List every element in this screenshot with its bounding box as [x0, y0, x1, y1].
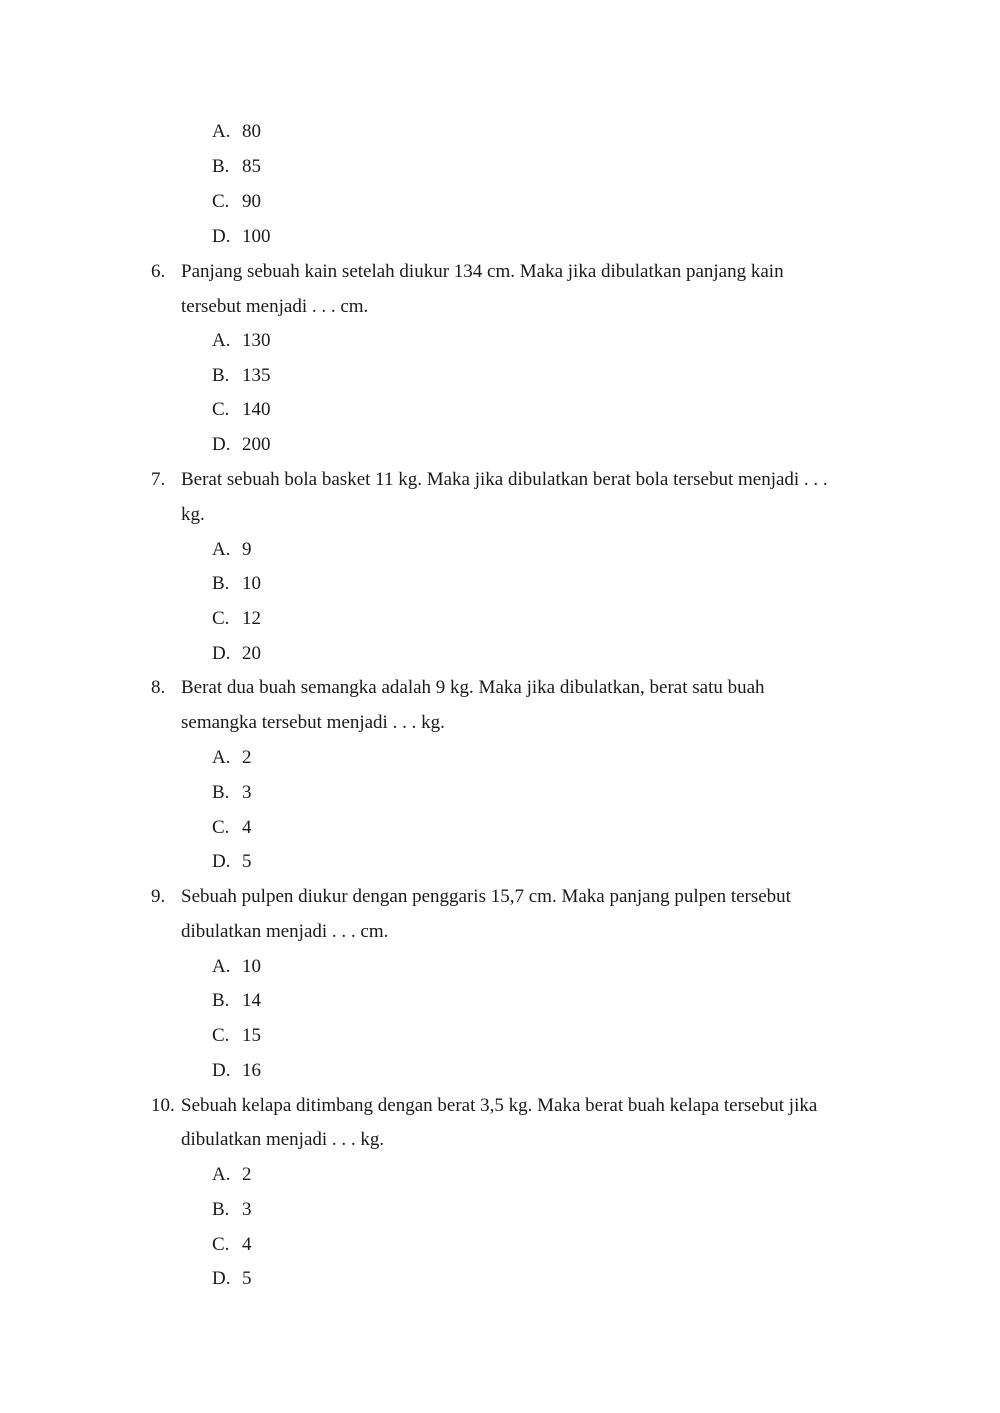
option-b: B. 14 — [212, 990, 261, 1011]
option-a: A. 80 — [212, 121, 261, 142]
question-number: 7. — [151, 469, 166, 490]
question-text-line-2: dibulatkan menjadi . . . kg. — [181, 1129, 385, 1150]
option-b: B. 3 — [212, 1199, 252, 1220]
question-text-line-1: Sebuah pulpen diukur dengan penggaris 15,7 cm. Maka panjang pulpen tersebut — [181, 886, 791, 907]
option-b: B. 10 — [212, 573, 261, 594]
question-number: 6. — [151, 261, 166, 282]
option-d: D. 5 — [212, 1268, 252, 1289]
question-text-line-2: tersebut menjadi . . . cm. — [181, 296, 369, 317]
question-text-line-2: kg. — [181, 504, 205, 525]
question-text-line-2: dibulatkan menjadi . . . cm. — [181, 921, 389, 942]
question-number: 9. — [151, 886, 166, 907]
option-a: A. 10 — [212, 956, 261, 977]
option-b: B. 135 — [212, 365, 271, 386]
option-a: A. 2 — [212, 747, 252, 768]
question-number: 10. — [151, 1095, 175, 1116]
question-text-line-1: Berat sebuah bola basket 11 kg. Maka jika dibulatkan berat bola tersebut menjadi . . . — [181, 469, 828, 490]
option-c: C. 4 — [212, 817, 252, 838]
question-text-line-1: Sebuah kelapa ditimbang dengan berat 3,5 kg. Maka berat buah kelapa tersebut jika — [181, 1095, 818, 1116]
option-d: D. 20 — [212, 643, 261, 664]
question-text-line-1: Panjang sebuah kain setelah diukur 134 cm. Maka jika dibulatkan panjang kain — [181, 261, 784, 282]
option-c: C. 90 — [212, 191, 261, 212]
option-d: D. 100 — [212, 226, 271, 247]
option-d: D. 200 — [212, 434, 271, 455]
question-text-line-2: semangka tersebut menjadi . . . kg. — [181, 712, 445, 733]
option-a: A. 9 — [212, 539, 252, 560]
option-c: C. 4 — [212, 1234, 252, 1255]
option-a: A. 130 — [212, 330, 271, 351]
option-c: C. 12 — [212, 608, 261, 629]
option-c: C. 15 — [212, 1025, 261, 1046]
option-c: C. 140 — [212, 399, 271, 420]
option-b: B. 85 — [212, 156, 261, 177]
option-a: A. 2 — [212, 1164, 252, 1185]
option-d: D. 5 — [212, 851, 252, 872]
option-b: B. 3 — [212, 782, 252, 803]
question-number: 8. — [151, 677, 166, 698]
option-d: D. 16 — [212, 1060, 261, 1081]
question-text-line-1: Berat dua buah semangka adalah 9 kg. Maka jika dibulatkan, berat satu buah — [181, 677, 765, 698]
